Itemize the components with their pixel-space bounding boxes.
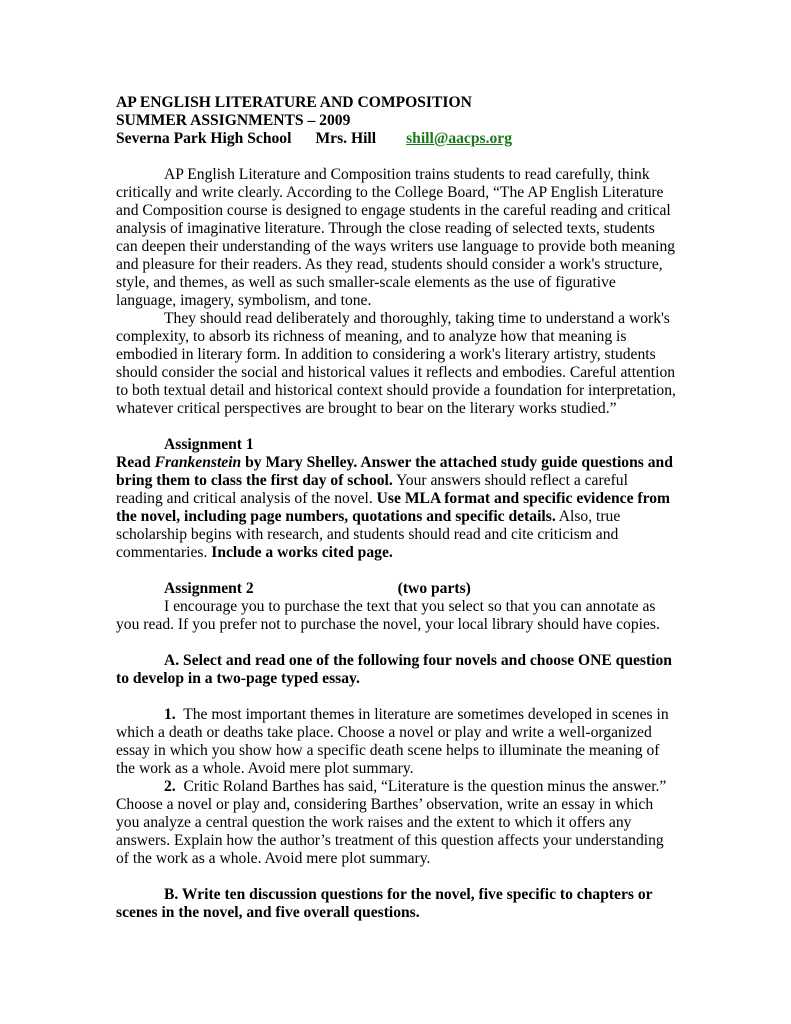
question-1-number: 1. [164,706,176,723]
intro-paragraph-2: They should read deliberately and thoroughly, taking time to understand a work's complexity, to absorb its richness of meaning, and to analyze how that meaning is embodied in literary form. In addition to considering a work's literary artistry, students should consider the social and historical values it reflects and embodies. Careful attention to both textual detail and historical context should provide a foundation for interpretation, whatever critical perspectives are brought to bear on the literary works studied.” [116,310,676,417]
spacer [116,634,676,652]
assignment-2-title-line [116,580,676,598]
school-name: Severna Park High School [116,130,292,147]
document-page [116,94,676,922]
assignment-2-parts: (two parts) [397,580,471,597]
school-teacher-line [116,130,676,148]
assignment-1-book-title: Frankenstein [154,454,242,471]
intro-paragraph-1: AP English Literature and Composition trains students to read carefully, think critically and write clearly. According to the College Board, “The AP English Literature and Composition course is designed to engage students in the careful reading and critical analysis of imaginative literature. Through the close reading of selected texts, students can deepen their understanding of the ways writers use language to provide both meaning and pleasure for their readers. As they read, students should consider a work's structure, style, and themes, as well as such smaller-scale elements as the use of figurative language, imagery, symbolism, and tone. [116,166,676,309]
assignment-1-title: Assignment 1 [164,436,254,453]
spacer [116,562,676,580]
spacer [116,868,676,886]
spacer [116,148,676,166]
assignment-1-mla: Use MLA format and specific evidence from the novel, including page numbers, quotations and specific details. [116,490,671,525]
assignment-2-title: Assignment 2 [164,580,254,597]
question-2 [116,778,676,868]
question-2-number: 2. [164,778,176,795]
spacer [116,688,676,706]
assignment-1-text-2: Also, true scholarship begins with research, and students should read and cite criticism and commentaries. [116,508,621,561]
assignment-2-intro: I encourage you to purchase the text that you select so that you can annotate as you read. If you prefer not to purchase the novel, your local library should have copies. [116,598,660,633]
assignment-1-works-cited: Include a works cited page. [211,544,393,561]
teacher-name: Mrs. Hill [315,130,377,147]
assignment-1-body [116,454,676,562]
assignment-1-instruction: by Mary Shelley. Answer the attached study guide questions and bring them to class the first day of school. [116,454,673,489]
question-2-text: Critic Roland Barthes has said, “Literature is the question minus the answer.” Choose a novel or play and, considering Barthes’ observation, write an essay in which you analyze a central question the work raises and the extent to which it offers any answers. Explain how the author’s treatment of this question affects your understanding of the work as a whole. Avoid mere plot summary. [116,778,667,867]
assignment-subtitle: SUMMER ASSIGNMENTS – 2009 [116,112,351,129]
section-b-heading: B. Write ten discussion questions for the novel, five specific to chapters or scenes in the novel, and five overall questions. [116,886,653,921]
question-1-text: The most important themes in literature are sometimes developed in scenes in which a death or deaths take place. Choose a novel or play and write a well-organized essay in which you show how a specific death scene helps to illuminate the meaning of the work as a whole. Avoid mere plot summary. [116,706,669,777]
assignment-1-text-1: Your answers should reflect a careful reading and critical analysis of the novel. [116,472,628,507]
question-1 [116,706,676,778]
assignment-1-read: Read [116,454,155,471]
email-link[interactable]: shill@aacps.org [406,130,512,147]
section-a-heading: A. Select and read one of the following four novels and choose ONE question to develop in a two-page typed essay. [116,652,672,687]
spacer [116,418,676,436]
course-title: AP ENGLISH LITERATURE AND COMPOSITION [116,94,472,111]
